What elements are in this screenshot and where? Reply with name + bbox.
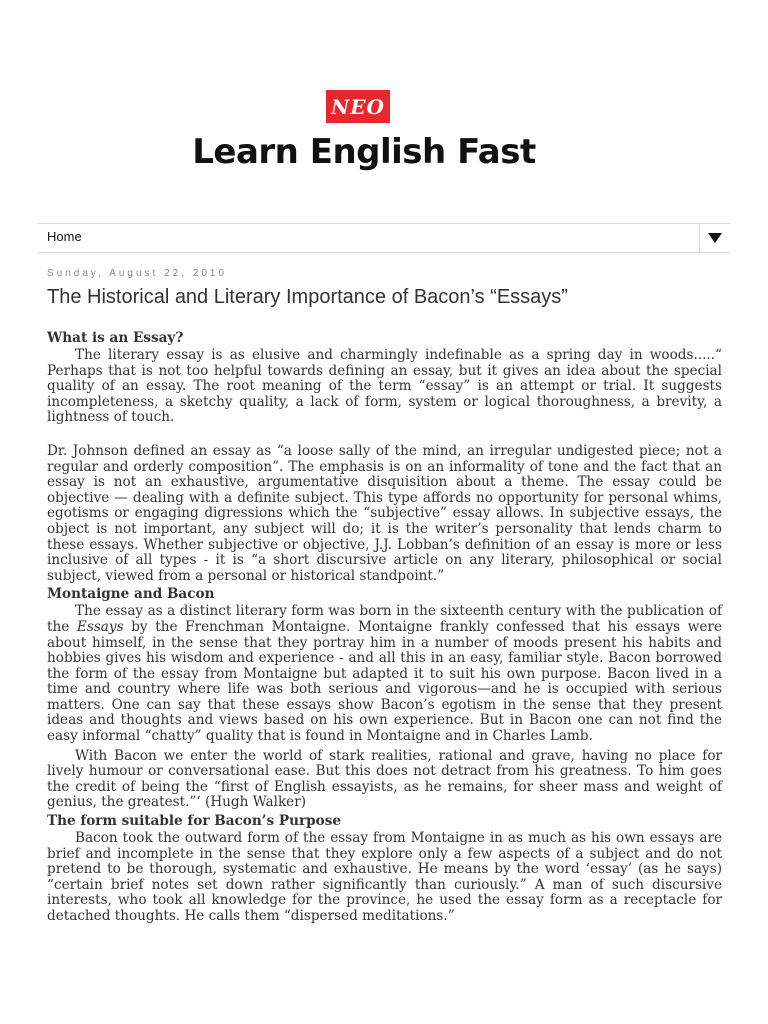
- neo-logo[interactable]: [326, 90, 390, 123]
- post-body: [47, 328, 722, 925]
- paragraph: With Bacon we enter the world of stark realities, rational and grave, having no place for lively humour or conversational ease. But this does not detract from his greatness. To him goes the credit of being the “first of English essayists, as he remains, for sheer mass and weight of genius, the greatest.”‘ (Hugh Walker): [47, 747, 722, 811]
- nav-toggle-button[interactable]: [699, 224, 730, 252]
- nav-bar: [38, 223, 730, 253]
- paragraph-text: by the Frenchman Montaigne. Montaigne frankly confessed that his essays were about himself, in the sense that they portray him in a number of moods present his habits and hobbies gives his wisdom and experience - and all this in an easy, familiar style. Bacon borrowed the form of the essay from Montaigne but adapted it to suit his own purpose. Bacon lived in a time and country where life was both serious and vigorous—and he is occupied with serious matters. One can say that these essays show Bacon’s egotism in the sense that they present ideas and thoughts and views based on his own experience. But in Bacon one can not find the easy informal “chatty” quality that is found in Montaigne and in Charles Lamb.: [47, 618, 722, 745]
- blog-post: [47, 268, 722, 925]
- paragraph: Bacon took the outward form of the essay from Montaigne in as much as his own essays are brief and incomplete in the sense that they explore only a few aspects of a subject and do not pretend to be thorough, systematic and exhaustive. He means by the word ‘essay’ (as he says) “certain brief notes set down rather significantly than curiously.” A man of such discursive interests, who took all knowledge for the province, he used the essay form as a receptacle for detached thoughts. He calls them “dispersed meditations.”: [47, 830, 722, 924]
- triangle-down-icon: [708, 233, 722, 243]
- section-heading-form-suitable: The form suitable for Bacon’s Purpose: [47, 813, 342, 830]
- paragraph: Dr. Johnson defined an essay as “a loose sally of the mind, an irregular undigested piece; not a regular and orderly composition”. The emphasis is on an informality of tone and the fact that an essay is not an exhaustive, argumentative disquisition about a theme. The essay could be objective — dealing with a definite subject. This type affords no opportunity for personal whims, egotisms or engaging digressions which the “subjective” essay allows. In subjective essays, the object is not important, any subject will do; it is the writer’s personality that lends charm to these essays. Whether subjective or objective, J.J. Lobban’s definition of an essay is more or less inclusive of all types - it is “a short discursive article on any literary, philosophical or social subject, viewed from a personal or historical standpoint.”: [47, 442, 722, 584]
- essays-italic: Essays: [76, 618, 124, 635]
- post-date: Sunday, August 22, 2010: [47, 268, 228, 279]
- logo-text: NEO: [331, 94, 385, 119]
- site-header: [0, 0, 768, 200]
- paragraph-text: The essay as a distinct literary form was born in the sixteenth century with the publication of the: [47, 603, 722, 635]
- section-heading-montaigne-bacon: Montaigne and Bacon: [47, 586, 215, 603]
- paragraph: The literary essay is as elusive and charmingly indefinable as a spring day in woods.....“ Perhaps that is not too helpful towards defining an essay, but it gives an idea about the special quality of an essay. The root meaning of the term “essay” is an attempt or trial. It suggests incompleteness, a sketchy quality, a lack of form, system or logical thoroughness, a brevity, a lightness of touch.: [47, 347, 722, 426]
- section-heading-what-is-essay: What is an Essay?: [47, 330, 184, 346]
- post-title[interactable]: The Historical and Literary Importance of Bacon’s “Essays”: [47, 286, 568, 308]
- site-title[interactable]: Learn English Fast: [192, 132, 536, 172]
- nav-home-link[interactable]: Home: [47, 229, 82, 244]
- paragraph: [47, 604, 722, 744]
